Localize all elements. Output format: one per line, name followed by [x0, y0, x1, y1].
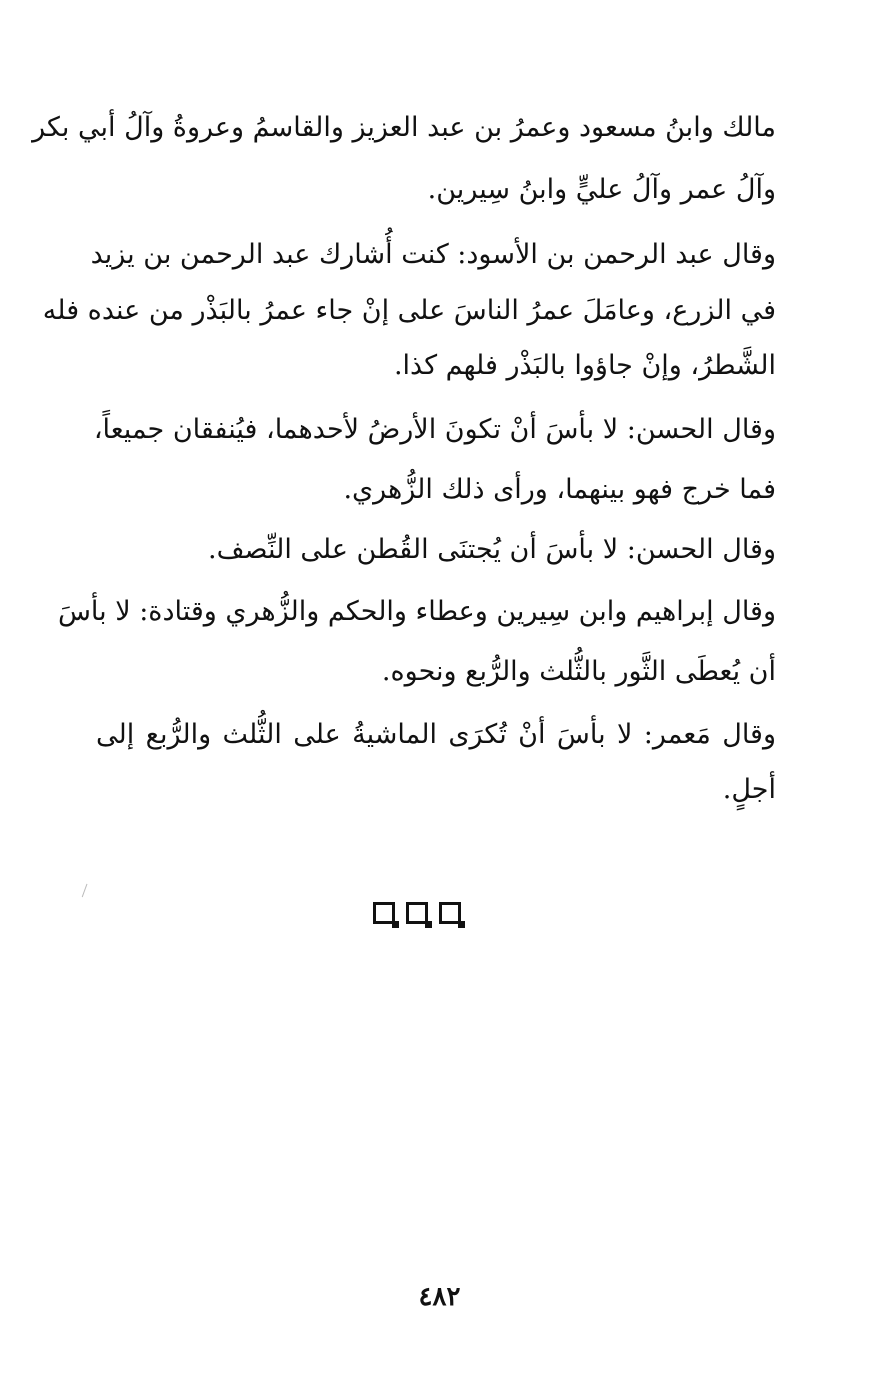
ornament-square-icon	[406, 902, 428, 924]
text-line-10: أن يُعطَى الثَّور بالثُّلث والرُّبع ونحوه.	[381, 656, 776, 687]
text-line-8: وقال الحسن: لا بأسَ أن يُجتنَى القُطن على النِّصف.	[208, 534, 776, 565]
text-line-9: وقال إبراهيم وابن سِيرين وعطاء والحكم والزُّهري وقتادة: لا بأسَ	[57, 596, 776, 627]
ornament-square-icon	[439, 902, 461, 924]
ornament-square-icon	[373, 902, 395, 924]
text-line-6: وقال الحسن: لا بأسَ أنْ تكونَ الأرضُ لأحدهما، فيُنفقان جميعاً،	[93, 414, 776, 445]
text-line-5: الشَّطرُ، وإنْ جاؤوا بالبَذْر فلهم كذا.	[393, 350, 776, 381]
page-number: ٤٨٢	[418, 1282, 461, 1312]
text-line-1: مالك وابنُ مسعود وعمرُ بن عبد العزيز والقاسمُ وعروةُ وآلُ أبي بكر	[32, 112, 776, 143]
text-line-11: وقال مَعمر: لا بأسَ أنْ تُكرَى الماشيةُ على الثُّلث والرُّبع إلى	[96, 719, 776, 750]
text-line-2: وآلُ عمر وآلُ عليٍّ وابنُ سِيرين.	[427, 174, 776, 205]
text-line-7: فما خرج فهو بينهما، ورأى ذلك الزُّهري.	[343, 474, 776, 505]
text-line-4: في الزرع، وعامَلَ عمرُ الناسَ على إنْ جاء عمرُ بالبَذْر من عنده فله	[42, 295, 776, 326]
text-line-3: وقال عبد الرحمن بن الأسود: كنت أُشارك عبد الرحمن بن يزيد	[90, 239, 776, 270]
section-end-ornament	[373, 902, 473, 930]
scan-speck	[82, 884, 91, 899]
text-line-12: أجلٍ.	[722, 774, 776, 805]
